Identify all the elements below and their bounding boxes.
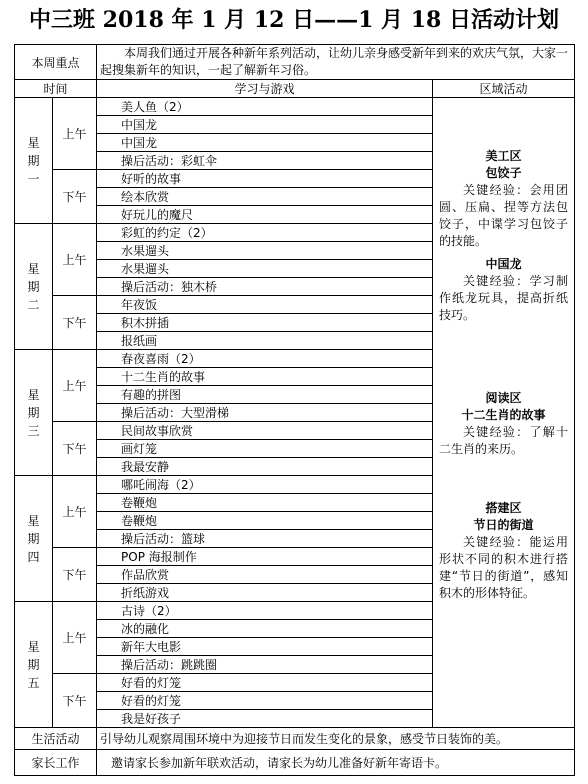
activity-item: 哪吒闹海（2） — [97, 476, 433, 494]
life-row — [15, 728, 575, 750]
area-key-experience: 关键经验：学习制作纸龙玩具，提高折纸技巧。 — [439, 274, 569, 322]
area-subtitle: 包饺子 — [485, 166, 522, 180]
activity-item: 民间故事欣赏 — [97, 422, 433, 440]
activity-item: 年夜饭 — [97, 296, 433, 314]
day-label — [15, 224, 53, 350]
day-label-text: 星期一 — [27, 135, 40, 186]
day-label — [15, 350, 53, 476]
day-label-text: 星期四 — [27, 513, 40, 564]
area-key-experience: 关键经验：能运用形状不同的积木进行搭建“节日的街道”，感知积木的形体特征。 — [439, 535, 569, 600]
activity-item: 春夜喜雨（2） — [97, 350, 433, 368]
focus-label: 本周重点 — [15, 45, 97, 80]
period-label: 下午 — [53, 422, 97, 476]
activity-item: 卷鞭炮 — [97, 512, 433, 530]
activity-item: 操后活动：独木桥 — [97, 278, 433, 296]
activity-item: 卷鞭炮 — [97, 494, 433, 512]
activity-item: 操后活动：篮球 — [97, 530, 433, 548]
area-subtitle: 十二生肖的故事 — [461, 408, 546, 422]
period-label: 下午 — [53, 296, 97, 350]
period-label: 下午 — [53, 548, 97, 602]
activity-item: 积木拼插 — [97, 314, 433, 332]
activity-item: 彩虹的约定（2） — [97, 224, 433, 242]
day-label — [15, 476, 53, 602]
activity-item: 水果遛头 — [97, 242, 433, 260]
day-label — [15, 98, 53, 224]
period-label: 上午 — [53, 98, 97, 170]
area-subtitle: 节日的街道 — [473, 518, 534, 532]
day-label-text: 星期三 — [27, 387, 40, 438]
activity-row — [15, 98, 575, 116]
period-label: 上午 — [53, 350, 97, 422]
focus-row — [15, 45, 575, 80]
activity-item: POP 海报制作 — [97, 548, 433, 566]
period-label: 下午 — [53, 170, 97, 224]
activity-item: 新年大电影 — [97, 638, 433, 656]
day-label — [15, 602, 53, 728]
activity-item: 我最安静 — [97, 458, 433, 476]
activity-item: 绘本欣赏 — [97, 188, 433, 206]
activity-item: 画灯笼 — [97, 440, 433, 458]
area-key-experience: 关键经验：会用团圆、压扁、捏等方法包饺子，中谍学习包饺子的技能。 — [439, 183, 569, 248]
area-name: 阅读区 — [485, 391, 522, 405]
activity-item: 作品欣赏 — [97, 566, 433, 584]
header-row — [15, 80, 575, 98]
parents-label: 家长工作 — [15, 750, 97, 776]
activity-item: 美人鱼（2） — [97, 98, 433, 116]
period-label: 上午 — [53, 476, 97, 548]
activity-item: 操后活动：彩虹伞 — [97, 152, 433, 170]
activity-item: 有趣的拼图 — [97, 386, 433, 404]
activity-item: 好看的灯笼 — [97, 674, 433, 692]
activity-item: 冰的融化 — [97, 620, 433, 638]
day-label-text: 星期二 — [27, 261, 40, 312]
activity-item: 好玩儿的魔尺 — [97, 206, 433, 224]
life-label: 生活活动 — [15, 728, 97, 750]
activity-item: 十二生肖的故事 — [97, 368, 433, 386]
header-learning: 学习与游戏 — [97, 80, 433, 98]
activity-item: 操后活动：大型滑梯 — [97, 404, 433, 422]
activity-item: 水果遛头 — [97, 260, 433, 278]
day-label-text: 星期五 — [27, 639, 40, 690]
parents-text: 邀请家长参加新年联欢活动，请家长为幼儿准备好新年寄语卡。 — [97, 750, 575, 776]
header-area: 区域活动 — [433, 80, 575, 98]
activity-item: 折纸游戏 — [97, 584, 433, 602]
activity-item: 好听的故事 — [97, 170, 433, 188]
period-label: 下午 — [53, 674, 97, 728]
activity-item: 古诗（2） — [97, 602, 433, 620]
period-label: 上午 — [53, 602, 97, 674]
page-title: 中三班 2018 年 1 月 12 日——1 月 18 日活动计划 — [28, 7, 559, 33]
activity-item: 中国龙 — [97, 116, 433, 134]
activity-plan-table — [14, 44, 575, 776]
area-activities — [433, 98, 575, 728]
area-key-experience: 关键经验：了解十二生肖的来历。 — [439, 425, 569, 456]
area-name: 搭建区 — [485, 501, 522, 515]
life-text: 引导幼儿观察周围环境中为迎接节日而发生变化的景象，感受节日装饰的美。 — [97, 728, 575, 750]
header-time: 时间 — [15, 80, 97, 98]
activity-item: 中国龙 — [97, 134, 433, 152]
activity-item: 好看的灯笼 — [97, 692, 433, 710]
parents-row — [15, 750, 575, 776]
activity-item: 我是好孩子 — [97, 710, 433, 728]
activity-item: 报纸画 — [97, 332, 433, 350]
focus-text: 本周我们通过开展各种新年系列活动，让幼儿亲身感受新年到来的欢庆气氛，大家一起搜集新年的知识，一起了解新年习俗。 — [97, 45, 575, 80]
area-name: 美工区 — [485, 149, 522, 163]
activity-item: 操后活动：跳跳圈 — [97, 656, 433, 674]
period-label: 上午 — [53, 224, 97, 296]
area-name: 中国龙 — [485, 257, 522, 271]
